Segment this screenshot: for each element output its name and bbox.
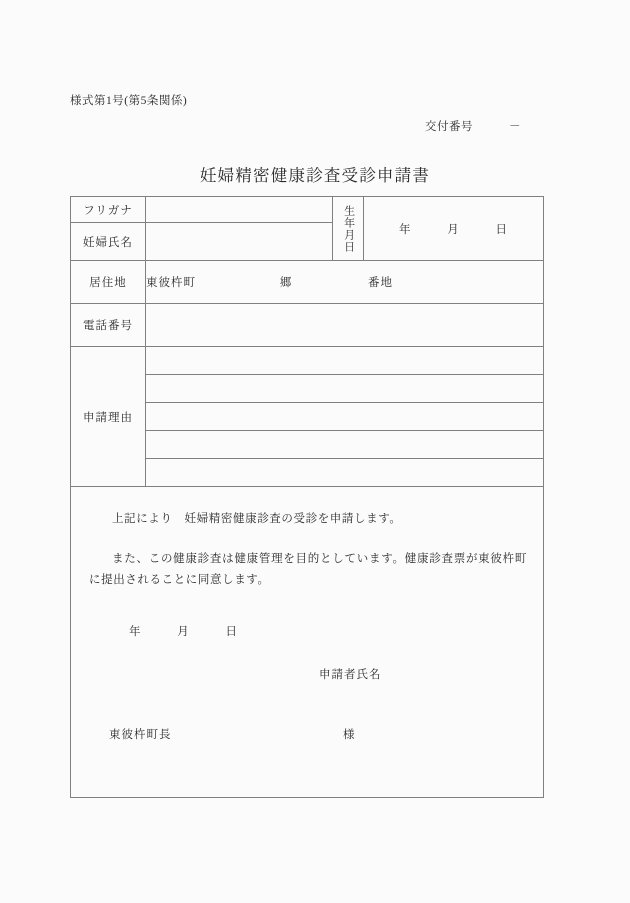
statement-block <box>71 487 544 798</box>
table-row-residence <box>71 261 544 304</box>
table-row-telephone <box>71 304 544 347</box>
telephone-input[interactable] <box>146 304 544 347</box>
reason-input-line-3[interactable] <box>146 403 544 431</box>
dob-label-cell <box>333 197 364 261</box>
residence-input[interactable] <box>146 261 544 304</box>
issue-number-field: 交付番号 － <box>425 121 521 133</box>
dob-year-label: 年 <box>399 223 412 236</box>
reason-input-line-1[interactable] <box>146 347 544 375</box>
application-form-table <box>70 196 544 798</box>
addressee-label: 東彼杵町長 <box>109 729 172 741</box>
form-number: 様式第1号(第5条関係) <box>70 95 188 107</box>
dob-label: 生年月日 <box>342 204 355 253</box>
reason-input-line-2[interactable] <box>146 375 544 403</box>
applicant-name-field[interactable]: 申請者氏名 <box>319 669 382 681</box>
page-title: 妊婦精密健康診査受診申請書 <box>199 166 431 185</box>
dob-month-label: 月 <box>447 223 460 236</box>
table-row-statement <box>71 487 544 798</box>
signature-date-field[interactable] <box>129 622 238 643</box>
dob-day-label: 日 <box>495 223 508 236</box>
statement-paragraph-2: また、この健康診査は健康管理を目的としています。健康診査票が東彼杵町に提出されることに同意します。 <box>89 553 527 587</box>
telephone-label: 電話番号 <box>71 304 146 347</box>
reason-label: 申請理由 <box>71 347 146 487</box>
signature-year-label: 年 <box>129 626 142 638</box>
statement-paragraph-1: 上記により 妊婦精密健康診査の受診を申請します。 <box>112 513 402 525</box>
reason-input-line-4[interactable] <box>146 431 544 459</box>
residence-go-text: 郷 <box>279 277 293 289</box>
reason-input-line-5[interactable] <box>146 459 544 487</box>
signature-day-label: 日 <box>225 626 238 638</box>
name-input[interactable] <box>146 223 333 261</box>
table-row-furigana <box>71 197 544 223</box>
furigana-label: フリガナ <box>71 197 146 223</box>
signature-month-label: 月 <box>177 626 190 638</box>
table-row-reason <box>71 347 544 375</box>
furigana-input[interactable] <box>146 197 333 223</box>
dob-input-cell[interactable] <box>364 197 544 261</box>
residence-town-text: 東彼杵町 <box>146 277 196 289</box>
residence-banchi-text: 番地 <box>368 277 393 289</box>
name-label: 妊婦氏名 <box>71 223 146 261</box>
residence-label: 居住地 <box>71 261 146 304</box>
honorific-label: 様 <box>343 729 356 741</box>
